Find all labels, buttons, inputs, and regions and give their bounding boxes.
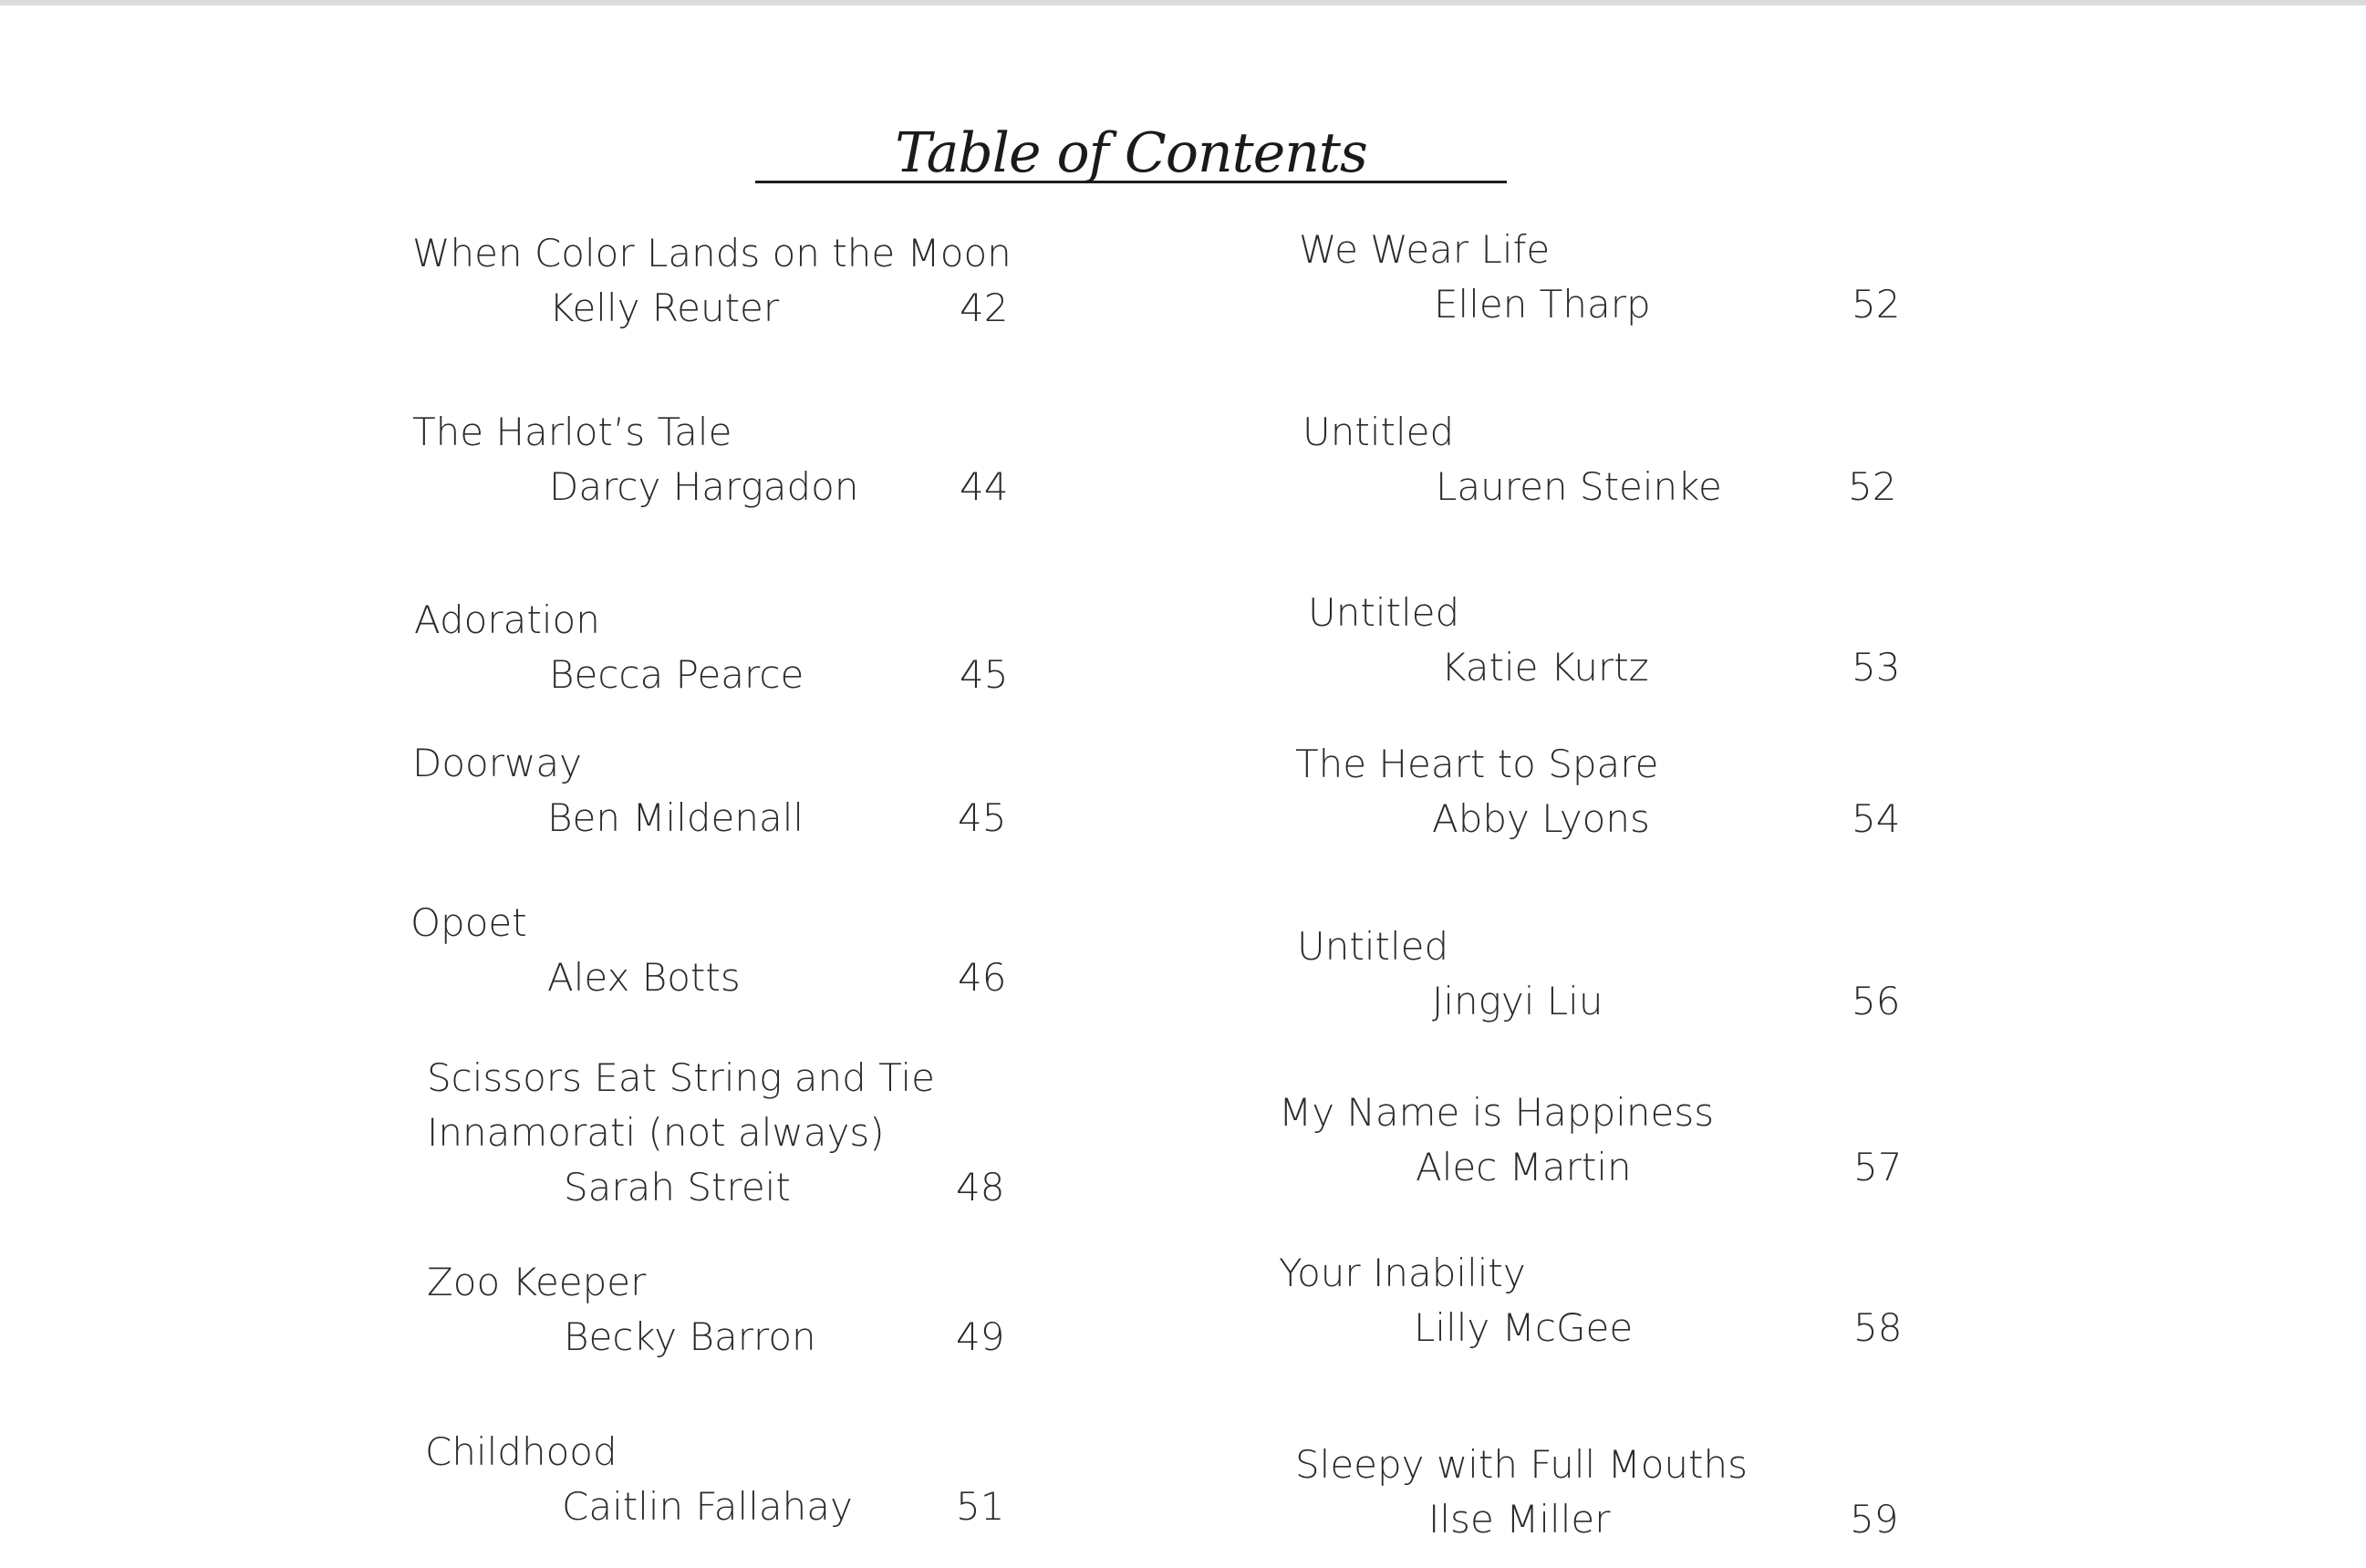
entry-page-number: 58 [1853,1305,1903,1350]
entry-title: When Color Lands on the Moon [412,231,1012,275]
toc-entry [1299,223,1901,332]
toc-entry [427,1051,1005,1215]
entry-page-number: 59 [1850,1497,1899,1542]
entry-page-number: 45 [958,795,1007,840]
entry-page-number: 52 [1848,464,1897,509]
entry-page-number: 57 [1853,1145,1903,1189]
entry-author: Jingyi Liu [1432,979,1603,1023]
entry-title: Untitled [1308,590,1460,635]
entry-page-number: 42 [960,286,1009,330]
entry-page-number: 56 [1852,979,1901,1023]
entry-author: Abby Lyons [1432,796,1650,841]
entry-author: Lilly McGee [1414,1305,1634,1350]
entry-title: Childhood [425,1429,617,1474]
toc-entry [427,1255,1005,1365]
entry-title: Untitled [1302,410,1455,454]
toc-entry [425,1425,1005,1534]
entry-page-number: 46 [958,955,1007,1000]
entry-author: Katie Kurtz [1441,645,1649,690]
toc-entry [412,226,1012,336]
toc-entry [1308,586,1901,695]
entry-page-number: 51 [956,1484,1005,1529]
entry-author: Becky Barron [564,1314,816,1359]
entry-title: We Wear Life [1299,227,1551,272]
entry-title: The Heart to Spare [1295,742,1659,786]
entry-title: Doorway [412,741,582,785]
toc-entry [1295,1438,1899,1547]
entry-author: Ilse Miller [1428,1497,1611,1542]
entry-page-number: 54 [1852,796,1901,841]
entry-title: Zoo Keeper [427,1260,647,1304]
entry-author: Lauren Steinke [1436,464,1722,509]
entry-title: Opoet [410,900,527,945]
entry-page-number: 52 [1852,282,1901,327]
entry-title: Sleepy with Full Mouths [1295,1442,1749,1487]
scan-top-edge [0,0,2366,5]
entry-author: Becca Pearce [549,652,804,697]
entry-title: The Harlot’s Tale [412,410,732,454]
entry-title: Your Inability [1279,1251,1526,1295]
toc-heading-text: Table of Contents [895,121,1367,185]
toc-entry [1279,1246,1903,1355]
toc-entry [1302,405,1897,514]
toc-heading [755,108,1507,183]
entry-page-number: 49 [956,1314,1005,1359]
entry-page-number: 48 [956,1165,1005,1210]
entry-title: Untitled [1297,924,1449,969]
entry-title: Scissors Eat String and Tie Innamorati (not always) [427,1055,935,1155]
entry-author: Darcy Hargadon [549,464,859,509]
entry-title: Adoration [414,597,600,642]
entry-author: Kelly Reuter [549,286,780,330]
toc-entry [412,405,1009,514]
entry-title: My Name is Happiness [1279,1090,1715,1135]
entry-page-number: 44 [960,464,1009,509]
toc-entry [1279,1085,1903,1195]
entry-page-number: 53 [1852,645,1901,690]
entry-author: Alec Martin [1416,1145,1632,1189]
toc-entry [1295,737,1901,846]
toc-entry [414,593,1009,702]
entry-page-number: 45 [960,652,1009,697]
entry-author: Ben Mildenall [547,795,804,840]
entry-author: Caitlin Fallahay [562,1484,853,1529]
entry-author: Alex Botts [547,955,741,1000]
toc-entry [1297,919,1901,1029]
toc-entry [410,896,1007,1005]
entry-author: Sarah Streit [564,1165,791,1210]
entry-author: Ellen Tharp [1434,282,1651,327]
toc-entry [412,736,1007,846]
